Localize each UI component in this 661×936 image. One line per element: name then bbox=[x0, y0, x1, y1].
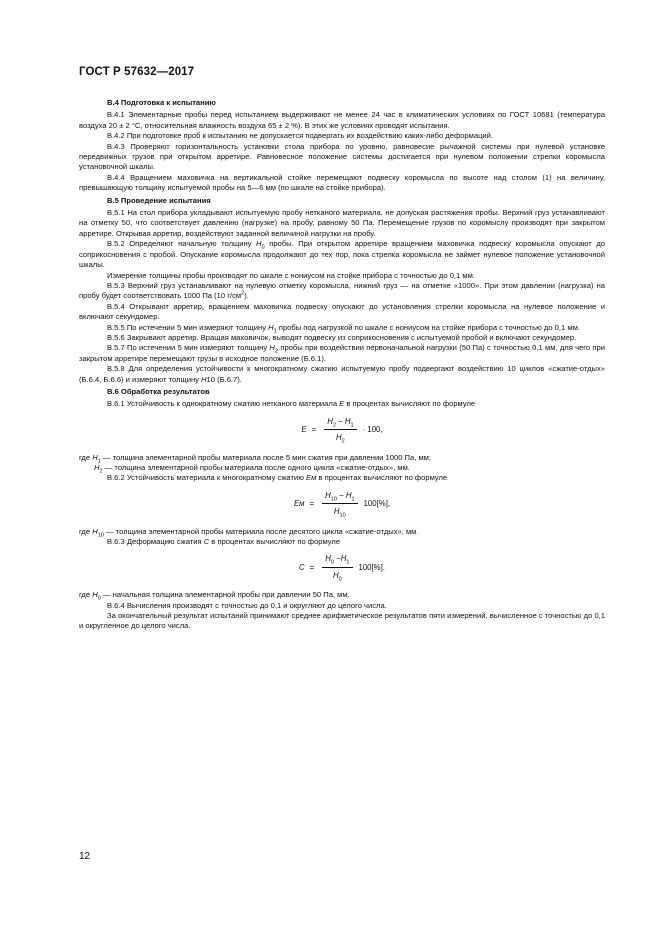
where-h1: где $H_1$ — толщина элементарной пробы материала после 5 мин сжатия при давлении 1000 Па, мм; bbox=[79, 452, 432, 465]
paragraph-b5-6: В.5.6 Закрывают арретир. Вращая маховичок, выводят подвеску из соприкосновения с испытуемой пробой и включают секундомер. bbox=[107, 332, 577, 342]
paragraph-b5-2: В.5.2 Определяют начальную толщину $H_0$ пробы. При открытом арретире вращением маховичка подвеску коромысла опускают до соприкосновения с пробой. Опускание коромысла продолжают до тех пор, пока стрелка коромысла не займет нулевое положение установочной шкалы. bbox=[79, 239, 605, 270]
where-h10: где $H_{10}$ — толщина элементарной пробы материала после десятого цикла «сжатие-отдых», мм. bbox=[79, 526, 419, 539]
section-b5-heading: В.5 Проведение испытания bbox=[107, 195, 211, 205]
paragraph-b5-3: В.5.3 Верхний груз устанавливают на нулевую отметку коромысла, нижний груз — на отметке «1000». При этом давлении (нагрузка) на пробу будет соответствовать 1000 Па (10 $г/см^2$). bbox=[79, 280, 605, 301]
paragraph-b5-1: В.5.1 На стол прибора укладывают испытуемую пробу нетканого материала, не допуская растяжения пробы. Верхний груз устанавливают на отметку 50, что соответствует давлению (нагрузке) на пробу, равному 50 Па. Перемещение грузов по коромыслу производят при закрытом арретире. Открывая арретир, воздействуют заданной величиной нагрузки на пробу. bbox=[79, 208, 605, 238]
document-body bbox=[79, 96, 605, 632]
paragraph-b6-4: В.6.4 Вычисления производят с точностью до 0,1 и округляют до целого числа. bbox=[107, 600, 387, 610]
paragraph-b6-final: За окончательный результат испытаний принимают среднее арифметическое результатов пяти измерений, вычисленное с точностью до 0,1 и округленное до целого числа. bbox=[79, 611, 605, 631]
paragraph-b6-1: В.6.1 Устойчивость к однократному сжатию нетканого материала E в процентах вычисляют по формуле bbox=[107, 399, 476, 409]
formula-c: С = $\frac{H_0 -H_1}{H_0}$ 100[%]. bbox=[299, 554, 385, 583]
paragraph-b6-2: В.6.2 Устойчивость материала к многократному сжатию Ем в процентах вычисляют по формуле bbox=[107, 473, 448, 483]
formula-e: E = $\frac{H_2 - H_1}{H_2}$ · 100, bbox=[301, 416, 383, 445]
paragraph-b4-1: В.4.1 Элементарные пробы перед испытанием выдерживают не менее 24 час в климатических условиях по ГОСТ 10681 (температура воздуха 20 ± 2 °С, относительная влажность воздуха 65 ± 2 %). В этих же условиях проводят испытания. bbox=[79, 110, 605, 130]
paragraph-b5-8: В.5.8 Для определения устойчивости к многократному сжатию испытуемую пробу подвергают воздействию 10 циклов «сжатие-отдых» (Б.6.4, Б.6.6) и измеряют толщину H10 (Б.6.7). bbox=[79, 364, 605, 384]
where-h2: $H_2$ — толщина элементарной пробы материала после одного цикла «сжатие-отдых», мм. bbox=[94, 463, 410, 475]
section-b6-heading: В.6 Обработка результатов bbox=[107, 386, 210, 396]
formula-em: Ем = $\frac{H_{10} - H_1}{H_{10}}$ 100[%], bbox=[293, 490, 391, 519]
paragraph-b5-4: В.5.4 Открывают арретир, вращением маховичка подвеску опускают до установления стрелки коромысла на нулевое положение и включают секундомер. bbox=[79, 301, 605, 322]
paragraph-b5-2-measure: Измерение толщины пробы производят по шкале с нониусом на стойке прибора с точностью до 0,1 мм. bbox=[107, 270, 475, 280]
where-h0: где $H_0$ — начальная толщина элементарной пробы при давлении 50 Па, мм. bbox=[79, 590, 350, 602]
page-number: 12 bbox=[79, 851, 91, 862]
paragraph-b6-3: В.6.3 Деформацию сжатия С в процентах вычисляют по формуле bbox=[107, 537, 341, 547]
section-b4-heading: В.4 Подготовка к испытанию bbox=[107, 98, 216, 107]
paragraph-b5-7: В.5.7 По истечении 5 мин измеряют толщину $H_2$ пробы при воздействии первоначальной нагрузки (50 Па) с точностью 0,1 мм, для чего при закрытом арретире перемещают грузы в исходное положение (Б.6.1). bbox=[79, 343, 605, 363]
paragraph-b5-5: В.5.5 По истечении 5 мин измеряют толщину $H_1$ пробы под нагрузкой по шкале с нониусом на стойке прибора с точностью до 0,1 мм. bbox=[107, 322, 580, 335]
paragraph-b4-4: В.4.4 Вращением маховичка на вертикальной стойке перемещают подвеску коромысла по высоте над столом (1) на величину, превышающую толщину испытуемой пробы на 5—6 мм (по шкале на стойке прибора). bbox=[79, 172, 605, 193]
paragraph-b4-2: В.4.2 При подготовке проб к испытанию не допускается подвергать их воздействию каких-либо деформаций. bbox=[107, 131, 494, 141]
paragraph-b4-3: В.4.3 Проверяют горизонтальность установки стола прибора по уровню, равновесие рычажной системы при нулевой установке передвижных грузов при открытом арретире. Равновесное положение системы достигается при нулевом положении стрелки коромысла установочной шкалы. bbox=[79, 141, 605, 172]
document-header: ГОСТ Р 57632—2017 bbox=[79, 66, 195, 78]
